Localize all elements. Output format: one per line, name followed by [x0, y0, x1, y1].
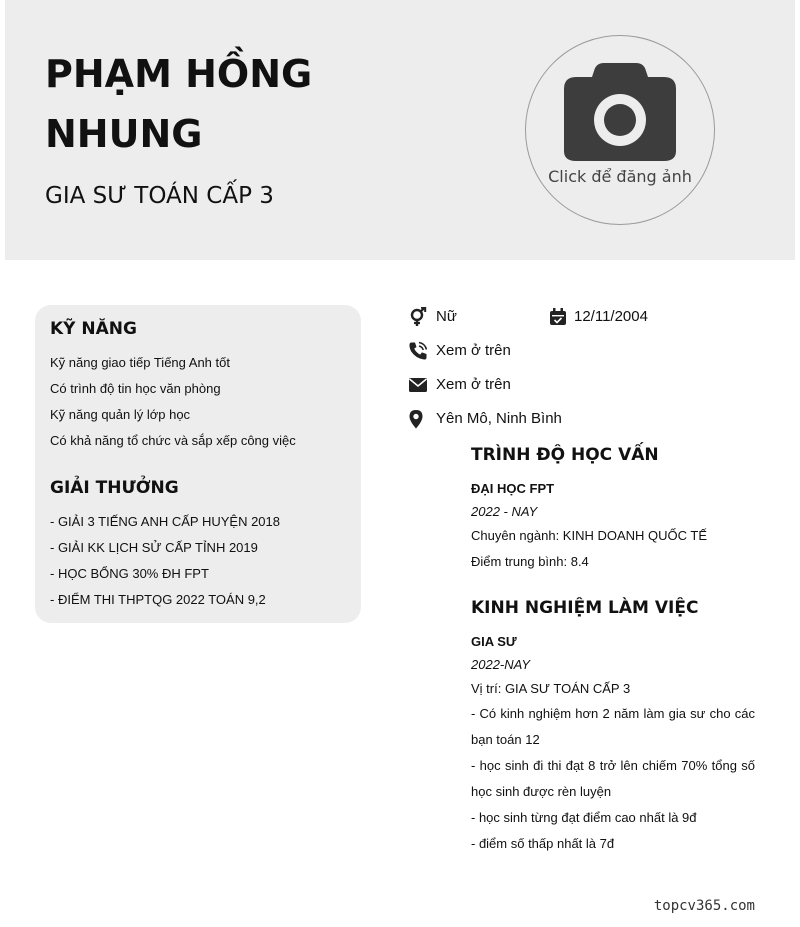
envelope-icon — [408, 375, 428, 395]
experience-position: Vị trí: GIA SƯ TOÁN CẤP 3 — [471, 681, 631, 696]
award-item: - HỌC BỔNG 30% ĐH FPT — [50, 566, 209, 581]
award-item: - GIẢI 3 TIẾNG ANH CẤP HUYỆN 2018 — [50, 514, 280, 529]
skill-item: Kỹ năng giao tiếp Tiếng Anh tốt — [50, 355, 230, 370]
education-title: TRÌNH ĐỘ HỌC VẤN — [471, 445, 659, 465]
photo-upload-label: Click để đăng ảnh — [548, 167, 692, 186]
gender-value: Nữ — [436, 308, 457, 325]
school-name: ĐẠI HỌC FPT — [471, 481, 555, 496]
experience-description: - học sinh đi thi đạt 8 trở lên chiếm 70% tổng số học sinh được rèn luyện — [471, 758, 755, 799]
experience-period: 2022-NAY — [471, 657, 531, 672]
phone-value: Xem ở trên — [436, 342, 511, 359]
award-item: - GIẢI KK LỊCH SỬ CẤP TỈNH 2019 — [50, 540, 258, 555]
photo-upload-button[interactable] — [525, 35, 715, 225]
gender-icon — [408, 307, 428, 327]
calendar-icon — [548, 307, 568, 327]
experience-title: KINH NGHIỆM LÀM VIỆC — [471, 598, 699, 618]
email-value: Xem ở trên — [436, 376, 511, 393]
map-pin-icon — [406, 409, 426, 429]
experience-role: GIA SƯ — [471, 634, 517, 649]
header-banner — [5, 0, 795, 260]
skills-awards-panel — [35, 305, 361, 623]
watermark-text: topcv365.com — [653, 898, 755, 914]
education-period: 2022 - NAY — [471, 504, 538, 519]
education-gpa: Điểm trung bình: 8.4 — [471, 554, 589, 569]
address-value: Yên Mô, Ninh Bình — [436, 410, 562, 427]
skill-item: Có trình độ tin học văn phòng — [50, 381, 221, 396]
phone-icon — [408, 341, 428, 361]
birthday-value: 12/11/2004 — [574, 308, 648, 325]
experience-description: - học sinh từng đạt điểm cao nhất là 9đ — [471, 810, 697, 825]
skill-item: Kỹ năng quản lý lớp học — [50, 407, 191, 422]
experience-description: - Có kinh nghiệm hơn 2 năm làm gia sư cho các bạn toán 12 — [471, 706, 755, 747]
camera-icon — [564, 63, 676, 161]
skills-title: KỸ NĂNG — [50, 319, 137, 339]
skill-item: Có khả năng tổ chức và sắp xếp công việc — [50, 433, 296, 448]
education-major: Chuyên ngành: KINH DOANH QUỐC TẾ — [471, 528, 708, 543]
experience-description: - điểm số thấp nhất là 7đ — [471, 836, 615, 851]
award-item: - ĐIỂM THI THPTQG 2022 TOÁN 9,2 — [50, 592, 266, 607]
candidate-name: PHẠM HỒNG NHUNG — [45, 52, 313, 156]
job-title: GIA SƯ TOÁN CẤP 3 — [45, 183, 274, 209]
awards-title: GIẢI THƯỞNG — [50, 478, 179, 498]
